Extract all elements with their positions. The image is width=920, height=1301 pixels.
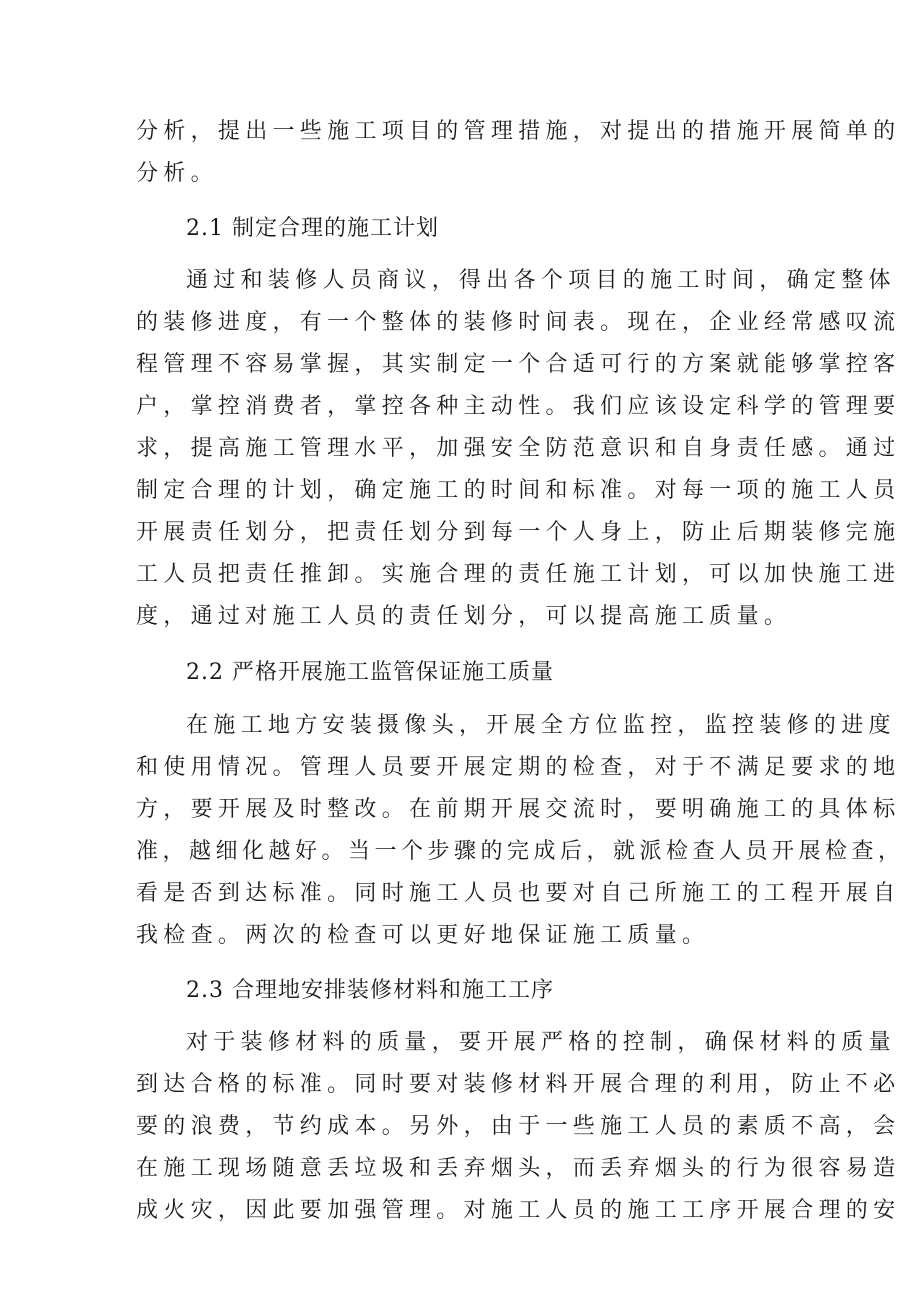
paragraph-line: 通过和装修人员商议，得出各个项目的施工时间，确定整体: [186, 268, 896, 293]
paragraph-line: 制定合理的计划，确定施工的时间和标准。对每一项的施工人员: [136, 478, 901, 503]
paragraph-line: 对于装修材料的质量，要开展严格的控制，确保材料的质量: [186, 1030, 896, 1055]
paragraph-line: 成火灾，因此要加强管理。对施工人员的施工工序开展合理的安: [136, 1198, 901, 1223]
paragraph-line: 户，掌控消费者，掌控各种主动性。我们应该设定科学的管理要: [136, 394, 901, 419]
paragraph-line: 准，越细化越好。当一个步骤的完成后，就派检查人员开展检查，: [136, 839, 905, 864]
paragraph-line: 开展责任划分，把责任划分到每一个人身上，防止后期装修完施: [136, 520, 901, 545]
paragraph-line: 程管理不容易掌握，其实制定一个合适可行的方案就能够掌控客: [136, 352, 901, 377]
intro-line: 分析。: [136, 161, 218, 186]
paragraph-line: 工人员把责任推卸。实施合理的责任施工计划，可以加快施工进: [136, 562, 901, 587]
paragraph-line: 在施工现场随意丢垃圾和丢弃烟头，而丢弃烟头的行为很容易造: [136, 1156, 901, 1181]
paragraph-line: 和使用情况。管理人员要开展定期的检查，对于不满足要求的地: [136, 755, 901, 780]
paragraph-line: 到达合格的标准。同时要对装修材料开展合理的利用，防止不必: [136, 1072, 901, 1097]
paragraph-line: 我检查。两次的检查可以更好地保证施工质量。: [136, 923, 710, 948]
section-heading-2-1: 2.1 制定合理的施工计划: [186, 216, 439, 241]
paragraph-line: 看是否到达标准。同时施工人员也要对自己所施工的工程开展自: [136, 881, 901, 906]
intro-line: 分析，提出一些施工项目的管理措施，对提出的措施开展简单的: [136, 119, 901, 144]
section-heading-2-3: 2.3 合理地安排装修材料和施工工序: [186, 978, 554, 1003]
section-heading-2-2: 2.2 严格开展施工监管保证施工质量: [186, 660, 554, 685]
paragraph-line: 在施工地方安装摄像头，开展全方位监控，监控装修的进度: [186, 713, 896, 738]
paragraph-line: 的装修进度，有一个整体的装修时间表。现在，企业经常感叹流: [136, 310, 901, 335]
paragraph-line: 要的浪费，节约成本。另外，由于一些施工人员的素质不高，会: [136, 1114, 901, 1139]
paragraph-line: 度，通过对施工人员的责任划分，可以提高施工质量。: [136, 604, 792, 629]
paragraph-line: 方，要开展及时整改。在前期开展交流时，要明确施工的具体标: [136, 797, 901, 822]
paragraph-line: 求，提高施工管理水平，加强安全防范意识和自身责任感。通过: [136, 436, 901, 461]
